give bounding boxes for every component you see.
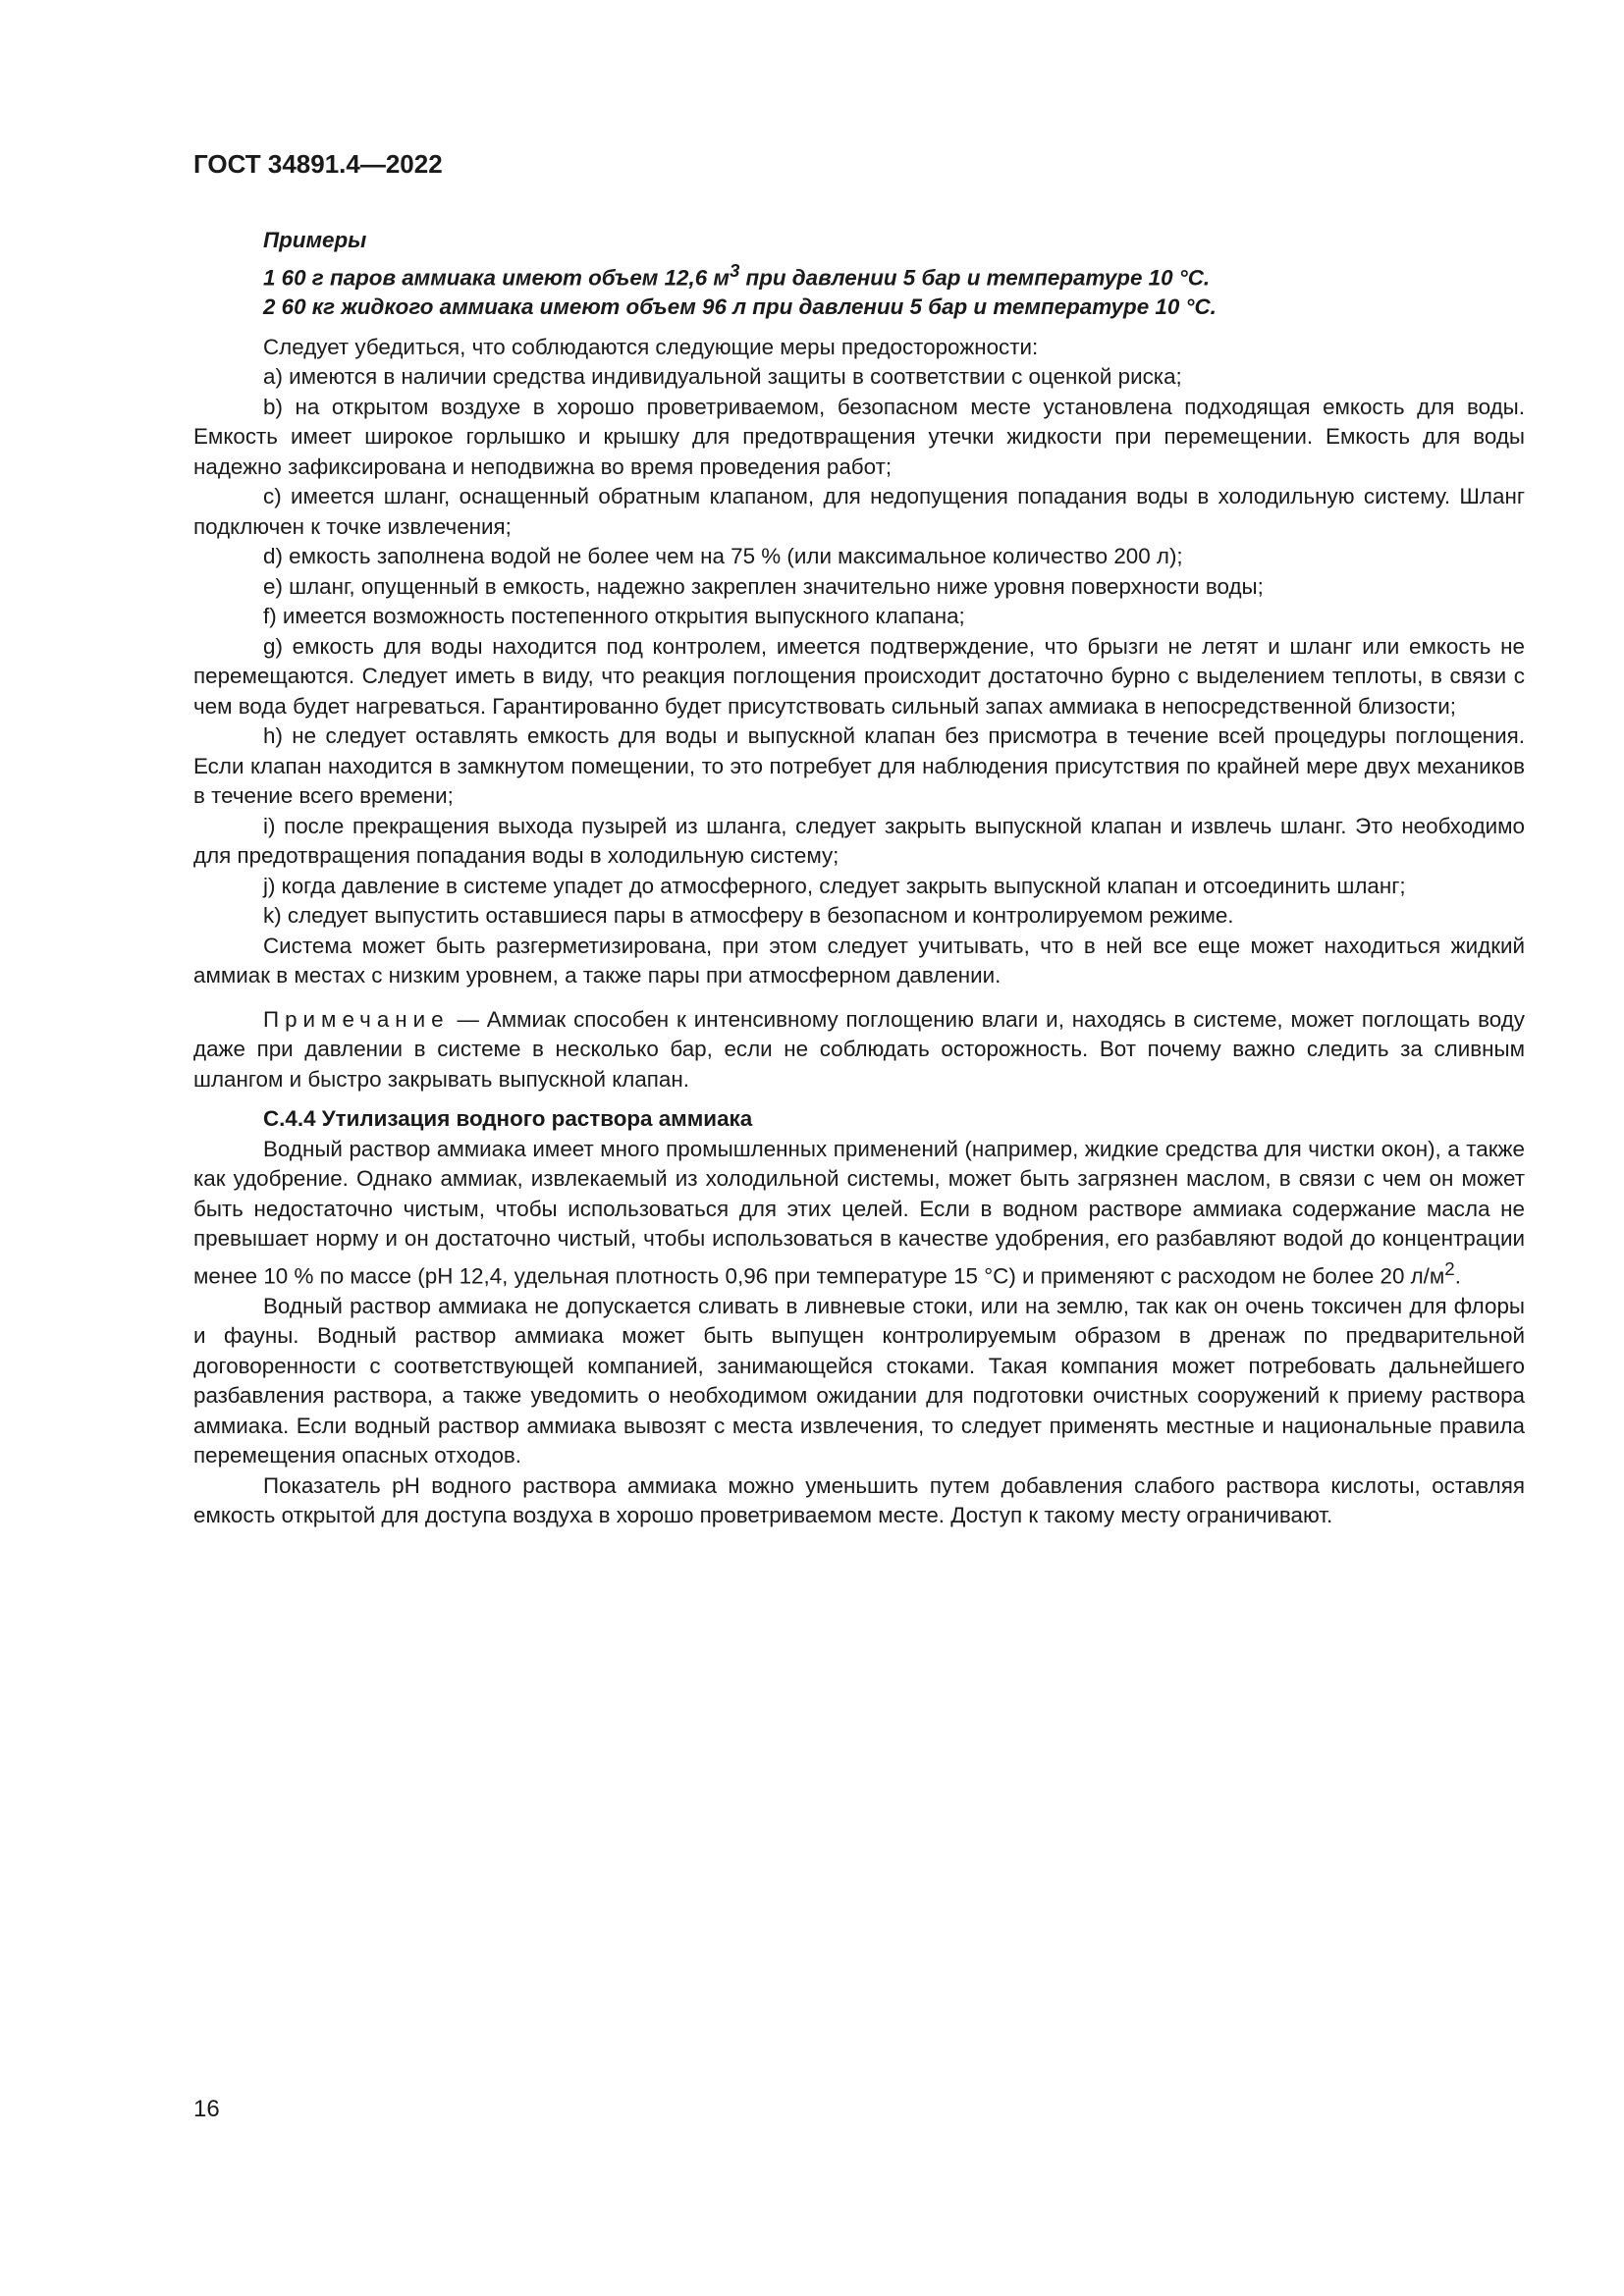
example-1: 1 60 г паров аммиака имеют объем 12,6 $м^3$ при давлении 5 бар и температуре 10 °С. [263,259,1211,290]
section-paragraph-3: Показатель pH водного раствора аммиака можно уменьшить путем добавления слабого раствора кислоты, оставляя емкость открытой для доступа воздуха в хорошо проветриваемом месте. Доступ к такому месту ограничивают. [193,1472,1525,1528]
page-content [193,226,1525,1531]
document-header: ГОСТ 34891.4—2022 [193,149,443,179]
precaution-item-g: g) емкость для воды находится под контролем, имеется подтверждение, что брызги не летят и шланг или емкость не перемещаются. Следует иметь в виду, что реакция поглощения происходит достаточно бурно с выделением теплоты, в связи с чем вода будет нагреваться. Гарантированно будет присутствовать сильный запах аммиака в непосредственной близости; [193,633,1525,719]
example-2: 2 60 кг жидкого аммиака имеют объем 96 л при давлении 5 бар и температуре 10 °С. [263,294,1217,320]
section-title: С.4.4 Утилизация водного раствора аммиака [263,1106,753,1132]
precaution-item-i: i) после прекращения выхода пузырей из шланга, следует закрыть выпускной клапан и извлечь шланг. Это необходимо для предотвращения попадания воды в холодильную систему; [193,813,1525,869]
precaution-item-j: j) когда давление в системе упадет до атмосферного, следует закрыть выпускной клапан и отсоединить шланг; [263,873,1406,898]
precautions-intro: Следует убедиться, что соблюдаются следующие меры предосторожности: [263,334,1039,359]
section-paragraph-1: Водный раствор аммиака имеет много промышленных применений (например, жидкие средства для чистки окон), а также как удобрение. Однако аммиак, извлекаемый из холодильной системы, может быть загрязнен маслом, в связи с чем он может быть недостаточно чистым, чтобы использоваться для этих целей. Если в водном растворе аммиака содержание масла не превышает норму и он достаточно чистый, чтобы использоваться в качестве удобрения, его разбавляют водой до концентрации менее 10 % по массе (pH 12,4, удельная плотность 0,96 при температуре 15 °С) и применяют с расходом не более 20 $л/м^2$. [193,1136,1525,1289]
precaution-item-f: f) имеется возможность постепенного открытия выпускного клапана; [263,604,965,629]
precaution-item-b: b) на открытом воздухе в хорошо проветриваемом, безопасном месте установлена подходящая емкость для воды. Емкость имеет широкое горлышко и крышку для предотвращения утечки жидкости при перемещении. Емкость для воды надежно зафиксирована и неподвижна во время проведения работ; [193,394,1525,479]
precaution-item-c: c) имеется шланг, оснащенный обратным клапаном, для недопущения попадания воды в холодильную систему. Шланг подключен к точке извлечения; [193,484,1525,539]
precaution-item-d: d) емкость заполнена водой не более чем на 75 % (или максимальное количество 200 л); [263,544,1183,569]
examples-title: Примеры [263,228,367,252]
note-text: — Аммиак способен к интенсивному поглощению влаги и, находясь в системе, может поглощать воду даже при давлении в системе в несколько бар, если не соблюдать осторожность. Вот почему важно следить за сливным шлангом и быстро закрывать выпускной клапан. [193,1006,1525,1092]
note-label: Примечание [263,1006,450,1032]
precautions-closing: Система может быть разгерметизирована, при этом следует учитывать, что в ней все еще может находиться жидкий аммиак в местах с низким уровнем, а также пары при атмосферном давлении. [193,933,1525,988]
precaution-item-k: k) следует выпустить оставшиеся пары в атмосферу в безопасном и контролируемом режиме. [263,903,1234,929]
page-number: 16 [193,2096,220,2122]
section-paragraph-2: Водный раствор аммиака не допускается сливать в ливневые стоки, или на землю, так как он очень токсичен для флоры и фауны. Водный раствор аммиака может быть выпущен контролируемым образом в дренаж по предварительной договоренности с соответствующей компанией, занимающейся стоками. Такая компания может потребовать дальнейшего разбавления раствора, а также уведомить о необходимом ожидании для подготовки очистных сооружений к приему раствора аммиака. Если водный раствор аммиака вывозят с места извлечения, то следует применять местные и национальные правила перемещения опасных отходов. [193,1293,1525,1468]
examples-block [193,226,1525,323]
precaution-item-e: e) шланг, опущенный в емкость, надежно закреплен значительно ниже уровня поверхности воды; [263,573,1264,599]
precaution-item-h: h) не следует оставлять емкость для воды и выпускной клапан без присмотра в течение всей процедуры поглощения. Если клапан находится в замкнутом помещении, то это потребует для наблюдения присутствия по крайней мере двух механиков в течение всего времени; [193,723,1525,809]
note-paragraph [193,1005,1525,1095]
precaution-item-a: a) имеются в наличии средства индивидуальной защиты в соответствии с оценкой риска; [263,364,1182,390]
